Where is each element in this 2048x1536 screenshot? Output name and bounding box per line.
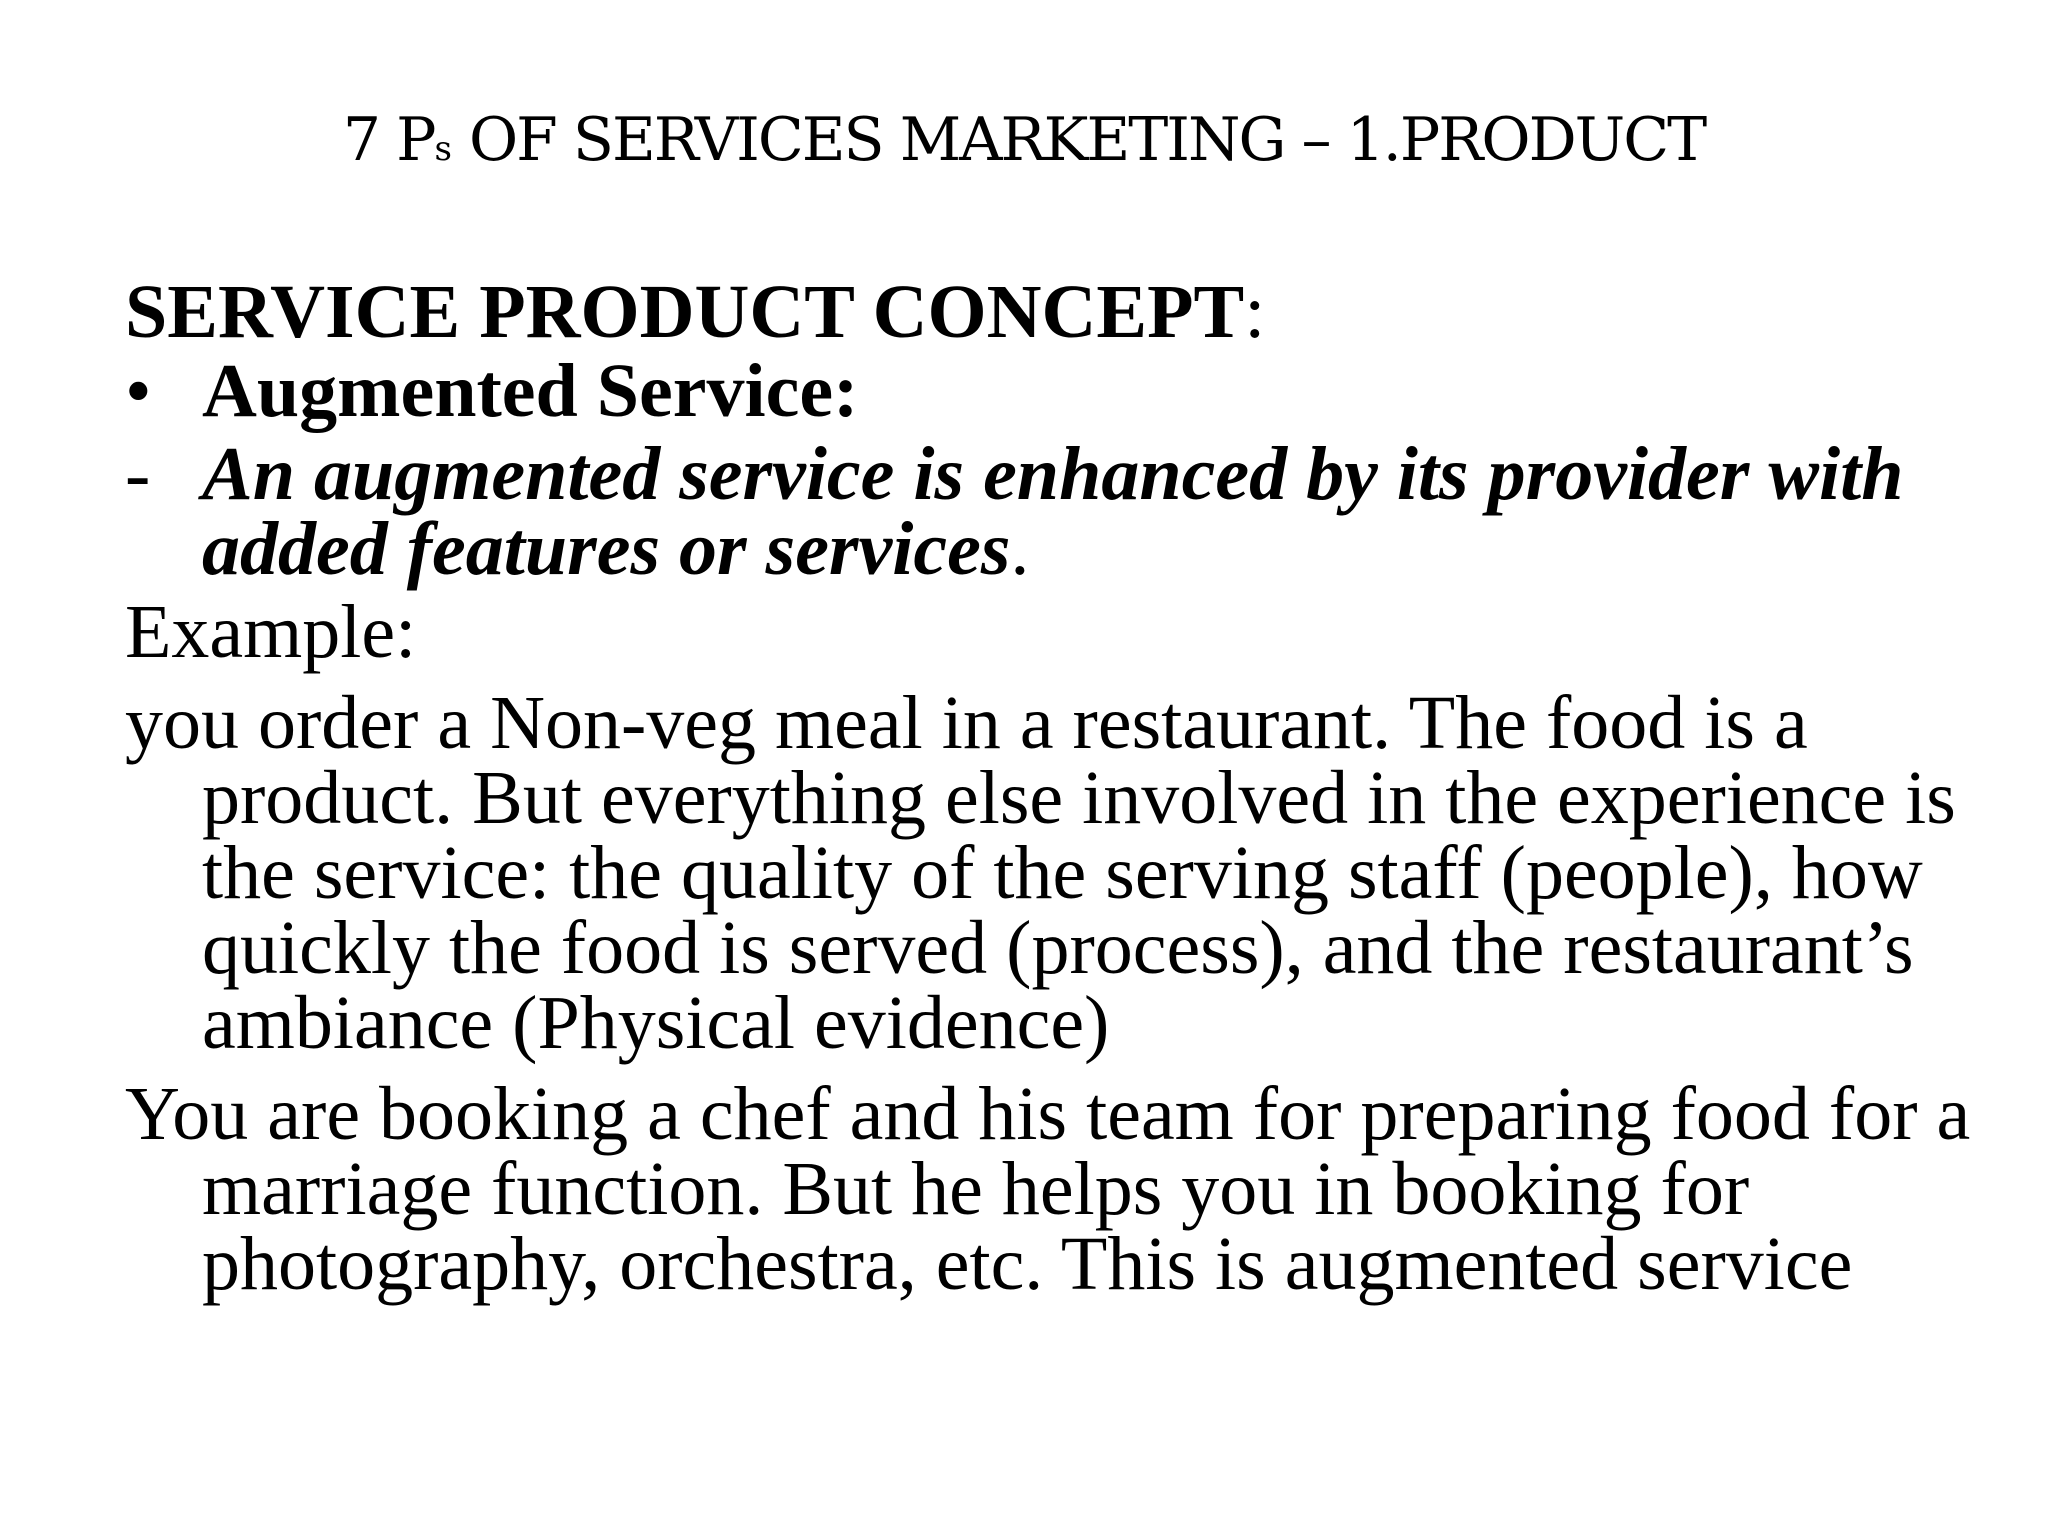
title-subscript: s	[434, 129, 452, 169]
bullet-marker: •	[125, 349, 152, 433]
definition-text: An augmented service is enhanced by its provider with added features or services	[202, 432, 1904, 591]
example-paragraph-2: You are booking a chef and his team for preparing food for a marriage function. But he helps you in booking for photography, orchestra, etc. This is augmented service	[125, 1072, 1971, 1306]
slide-body	[125, 270, 1975, 1318]
heading-text: SERVICE PRODUCT CONCEPT	[125, 270, 1245, 354]
title-rest: OF SERVICES MARKETING – 1.PRODUCT	[451, 105, 1706, 175]
slide-title	[0, 100, 2048, 189]
dash-marker: -	[125, 432, 151, 516]
section-heading	[125, 270, 1975, 354]
definition-item	[125, 432, 1975, 591]
bullet-item	[125, 349, 1975, 433]
example-label: Example:	[125, 590, 417, 674]
bullet-text: Augmented Service:	[202, 349, 859, 433]
heading-colon: :	[1244, 270, 1266, 354]
example-paragraph-1: you order a Non-veg meal in a restaurant. The food is a product. But everything else involved in the experience is the service: the quality of the serving staff (people), how quickly the food is served (process), and the restaurant’s ambiance (Physical evidence)	[125, 681, 1956, 1065]
title-main: 7 P	[342, 105, 435, 175]
definition-period: .	[1010, 507, 1030, 591]
